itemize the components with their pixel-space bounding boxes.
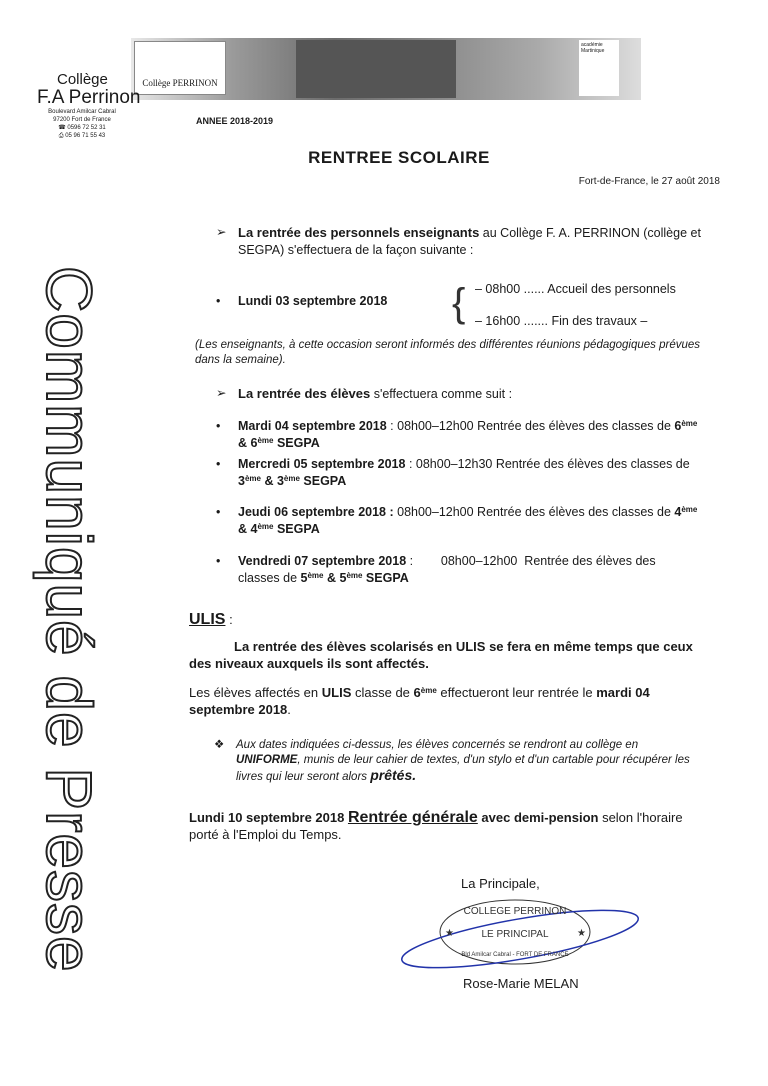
date: Fort-de-France, le 27 août 2018 xyxy=(578,176,720,187)
svg-text:Bld Amilcar Cabral - FORT DE F: Bld Amilcar Cabral - FORT DE FRANCE xyxy=(461,952,569,958)
page-title: RENTREE SCOLAIRE xyxy=(308,148,490,167)
diamond-bullet-icon: ❖ xyxy=(214,739,225,751)
schedule-item: • Mercredi 05 septembre 2018 : 08h00–12h30 Rentrée des élèves des classes de 3ème & 3ème SEGPA xyxy=(216,457,690,488)
svg-text:LE PRINCIPAL: LE PRINCIPAL xyxy=(481,929,549,940)
staff-intro: ➢ La rentrée des personnels enseignants au Collège F. A. PERRINON (collège et SEGPA) s'effectuera de la façon suivante : xyxy=(216,225,701,257)
schedule-item: • Mardi 04 septembre 2018 : 08h00–12h00 Rentrée des élèves des classes de 6ème & 6ème SEGPA xyxy=(216,419,698,450)
star-icon: ★ xyxy=(577,928,586,939)
brace-icon: { xyxy=(452,281,466,325)
schedule-item: • Vendredi 07 septembre 2018 : 08h00–12h00 Rentrée des élèves des classes de 5ème & 5ème SEGPA xyxy=(216,554,660,585)
uniform-note: ❖ Aux dates indiquées ci-dessus, les élèves concernés se rendront au collège en UNIFORME, munis de leur cahier de textes, d'un stylo et d'un cartable pour récupérer les livres qui leur seront alors prêtés. xyxy=(214,739,690,783)
college-logo: Collège PERRINON xyxy=(134,41,226,95)
school-year: ANNEE 2018-2019 xyxy=(196,116,274,126)
side-title: Communiqué de Presse xyxy=(33,266,105,973)
fax-icon: ⎙ 05 96 71 55 43 xyxy=(58,133,106,139)
document-page: Collège PERRINON académie Martinique Collège F.A Perrinon Boulevard Amilcar Cabral 97200 Fort de France ☎ 0596 72 52 31 ⎙ 05 96 71 55 43 ANNEE 2018-2019 RENTREE SCOLAIRE Fort-de-France, le 27 août 2018 Communiqué de Presse ➢ La rentrée des personnels enseignants au Collège F. A. PERRINON (collège et SEGPA) s'effectuera de la façon suivante : • Lundi 03 septembre 2018 { – 08h00 ...... Accueil des personnels – 16h00 ....... Fin des travaux – (Les enseignants, à cette occasion seront informés des différentes réunions pédagogiques prévues dans la semaine). ➢ La rentrée des élèves s'effectuera comme suit : • Mardi 04 septembre 2018 : 08h00–12h00 Rentrée des élèves des classes de 6ème & 6ème SEGPA • Mercredi 05 septembre 2018 : 08h00–12h30 Rentrée des élèves des classes de 3ème & 3ème SEGPA • Jeudi 06 septembre 2018 : 08h00–12h00 Rentrée des élèves des classes de 4ème & 4ème SEGPA • Vendredi 07 septembre 2018 : 08h00–12h00 Rentrée des élèves des classes de 5ème & 5ème SEGPA ULIS : La rentrée des élèves scolarisés en ULIS se fera en même temps que ceux des niveaux auxquels ils sont affectés. Les élèves affectés en ULIS classe de 6ème effectueront leur rentrée le mardi 04 septembre 2018. ❖ Aux dates indiquées ci-dessus, les élèves concernés se rendront au collège en UNIFORME, munis de leur cahier de textes, d'un stylo et d'un cartable pour récupérer les livres qui leur seront alors prêtés. Lundi 10 septembre 2018 Rentrée générale avec demi-pension selon l'horaire porté à l'Emploi du Temps. La Principale, COLLEGE PERRINON LE PRINCIPAL Bld Amilcar Cabral - FORT DE FRANCE ★ ★ Rose-Marie MELAN xyxy=(0,0,768,1086)
svg-text:COLLEGE PERRINON: COLLEGE PERRINON xyxy=(463,906,567,917)
building-photo xyxy=(296,40,456,98)
college-block: Collège F.A Perrinon Boulevard Amilcar Cabral 97200 Fort de France ☎ 0596 72 52 31 ⎙ 05 96 71 55 43 xyxy=(37,71,141,139)
schedule-item: • Jeudi 06 septembre 2018 : 08h00–12h00 Rentrée des élèves des classes de 4ème & 4ème SEGPA xyxy=(216,505,698,536)
arrow-bullet-icon: ➢ xyxy=(216,225,227,239)
signature-role: La Principale, xyxy=(461,876,540,891)
ulis-heading: ULIS : xyxy=(189,611,233,628)
official-stamp xyxy=(390,894,650,972)
general-return: Lundi 10 septembre 2018 Rentrée générale avec demi-pension selon l'horaire porté à l'Emploi du Temps. xyxy=(189,809,683,842)
signatory-name: Rose-Marie MELAN xyxy=(463,976,579,991)
academy-logo: académie Martinique xyxy=(579,40,619,96)
star-icon: ★ xyxy=(445,928,454,939)
phone-icon: ☎ 0596 72 52 31 xyxy=(58,125,106,131)
header-banner xyxy=(131,38,641,100)
